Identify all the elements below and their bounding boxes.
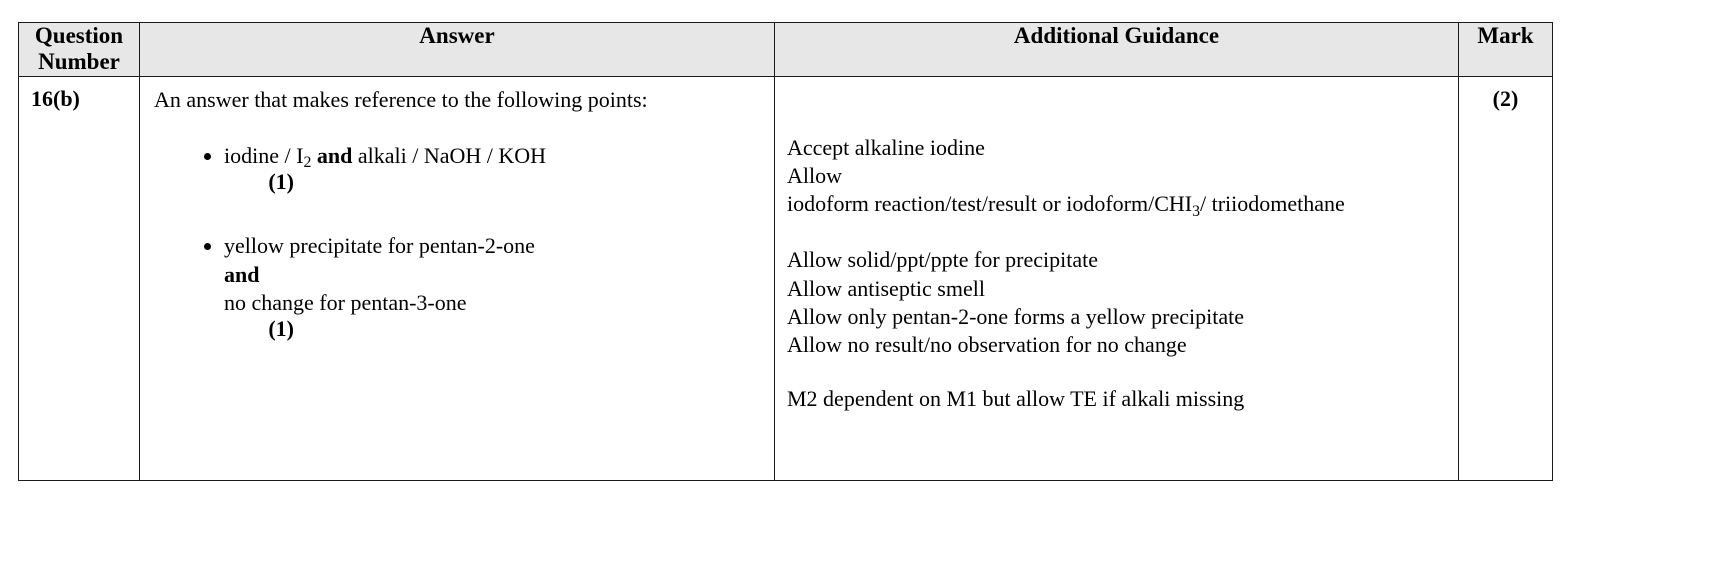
guidance-group-3	[787, 385, 1448, 413]
guidance-line: Accept alkaline iodine	[787, 134, 985, 160]
header-question-number: Question Number	[19, 23, 140, 77]
answer-intro: An answer that makes reference to the following points:	[154, 86, 648, 112]
guidance-line: Allow	[787, 163, 842, 189]
header-additional-guidance: Additional Guidance	[775, 23, 1459, 77]
answer-point-1-bold: and	[316, 143, 353, 169]
guidance-iodoform-pre: iodoform reaction/test/result or iodoform/CHI	[787, 191, 1193, 217]
cell-question-number: 16(b)	[19, 76, 140, 480]
list-item	[224, 232, 762, 345]
answer-point-1-post: alkali / NaOH / KOH	[352, 143, 547, 169]
answer-point-2-mark: (1)	[268, 315, 294, 341]
guidance-line: Allow only pentan-2-one forms a yellow precipitate	[787, 303, 1244, 329]
header-mark: Mark	[1459, 23, 1553, 77]
answer-point-1-text	[224, 142, 762, 170]
guidance-line: Allow solid/ppt/ppte for precipitate	[787, 247, 1098, 273]
guidance-line: Allow antiseptic smell	[787, 275, 985, 301]
table-body	[19, 76, 1553, 480]
table-header-row	[19, 23, 1553, 77]
answer-point-1-pre: iodine / I	[224, 143, 304, 169]
guidance-spacer-2	[787, 359, 1448, 385]
answer-point-2-line1: • yellow precipitate for pentan-2-one	[224, 233, 535, 259]
guidance-iodoform-post: / triiodomethane	[1200, 191, 1345, 217]
header-answer: Answer	[140, 23, 775, 77]
guidance-line: Allow no result/no observation for no change	[787, 331, 1187, 357]
answer-point-1-mark: (1)	[268, 169, 294, 195]
cell-answer	[140, 76, 775, 480]
cell-additional-guidance	[775, 76, 1459, 480]
guidance-group-2	[787, 246, 1448, 359]
answer-points-list	[154, 142, 762, 345]
answer-point-2	[224, 232, 762, 342]
table-row	[19, 76, 1553, 480]
mark-scheme-table	[18, 22, 1553, 481]
guidance-line: M2 dependent on M1 but allow TE if alkali missing	[787, 385, 1245, 411]
guidance-line-iodoform	[787, 190, 1448, 218]
answer-point-2-line2: and	[224, 261, 260, 287]
guidance-iodoform-subscript: 3	[1192, 202, 1200, 220]
answer-point-1	[224, 142, 762, 196]
guidance-group-1	[787, 134, 1448, 218]
guidance-spacer-1	[787, 218, 1448, 246]
table-header	[19, 23, 1553, 77]
list-item	[224, 142, 762, 198]
answer-point-1-subscript: 2	[303, 154, 312, 172]
answer-point-2-line3: no change for pentan-3-one	[224, 289, 467, 315]
guidance-top-spacer	[787, 86, 1448, 134]
cell-mark-total: (2)	[1459, 76, 1553, 480]
